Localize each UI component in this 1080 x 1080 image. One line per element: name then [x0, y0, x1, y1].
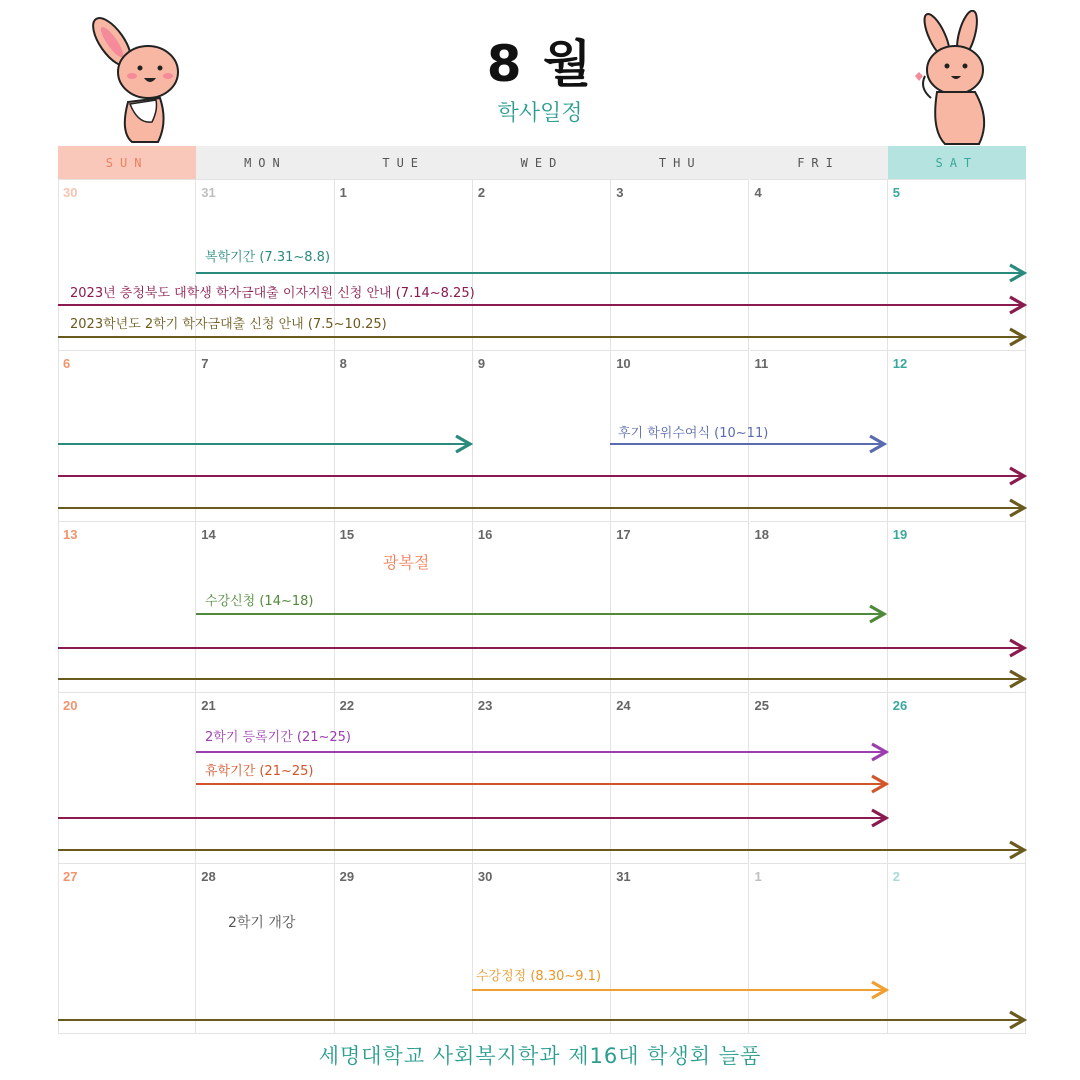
event-loan-2nd-semester: 2023학년도 2학기 학자금대출 신청 안내 (7.5~10.25): [70, 317, 387, 332]
calendar-day-cell[interactable]: [888, 863, 1026, 1034]
weekday-thu: THU: [611, 146, 749, 179]
calendar-day-cell[interactable]: [196, 863, 334, 1034]
day-number: 3: [616, 185, 624, 200]
day-number: 20: [63, 698, 78, 713]
weekday-sat: SAT: [888, 146, 1026, 179]
day-number: 24: [616, 698, 631, 713]
calendar-day-cell[interactable]: [473, 521, 611, 692]
day-number: 4: [754, 185, 762, 200]
day-number: 13: [63, 527, 78, 542]
day-number: 14: [201, 527, 216, 542]
day-number: 5: [892, 185, 901, 200]
calendar-day-cell[interactable]: [58, 350, 196, 521]
calendar-day-cell[interactable]: [611, 179, 749, 350]
calendar-grid: [58, 179, 1026, 1034]
footer-credit: 세명대학교 사회복지학과 제16대 학생회 늘품: [318, 1044, 762, 1068]
day-number: 18: [754, 527, 769, 542]
bunny-left-illustration: [80, 12, 180, 148]
weekday-sun: SUN: [58, 146, 196, 179]
calendar-day-cell[interactable]: [473, 863, 611, 1034]
calendar-day-cell[interactable]: [58, 863, 196, 1034]
day-number: 26: [892, 698, 908, 713]
calendar-day-cell[interactable]: [750, 692, 888, 863]
event-course-correction: 수강정정 (8.30~9.1): [476, 969, 602, 984]
calendar-day-cell[interactable]: [750, 350, 888, 521]
day-number: 6: [63, 356, 71, 371]
day-number: 17: [616, 527, 631, 542]
day-number: 10: [616, 356, 631, 371]
calendar-day-cell[interactable]: [58, 692, 196, 863]
day-number: 29: [339, 869, 355, 884]
calendar-day-cell[interactable]: [335, 863, 473, 1034]
weekday-fri: FRI: [749, 146, 887, 179]
day-number: 2: [477, 185, 486, 200]
calendar-day-cell[interactable]: [888, 350, 1026, 521]
bunny-right-illustration: [905, 10, 1005, 148]
day-number: 28: [201, 869, 216, 884]
day-number: 7: [201, 356, 209, 371]
day-number: 25: [754, 698, 769, 713]
calendar-day-cell[interactable]: [750, 521, 888, 692]
calendar-day-cell[interactable]: [196, 350, 334, 521]
event-tuition-registration: 2학기 등록기간 (21~25): [205, 730, 352, 745]
weekday-header: [58, 146, 1026, 179]
calendar-day-cell[interactable]: [750, 179, 888, 350]
day-number: 8: [339, 356, 347, 371]
day-number: 11: [754, 356, 769, 371]
weekday-mon: MON: [196, 146, 334, 179]
event-graduation: 후기 학위수여식 (10~11): [618, 426, 769, 441]
calendar-day-cell[interactable]: [335, 692, 473, 863]
day-number: 16: [477, 527, 493, 542]
day-number: 31: [616, 869, 631, 884]
calendar-day-cell[interactable]: [473, 350, 611, 521]
day-number: 15: [339, 527, 355, 542]
day-number: 31: [201, 185, 216, 200]
event-leave-period: 휴학기간 (21~25): [205, 764, 314, 779]
calendar-day-cell[interactable]: [888, 692, 1026, 863]
calendar-day-cell[interactable]: [888, 521, 1026, 692]
day-number: 27: [63, 869, 78, 884]
event-course-registration: 수강신청 (14~18): [205, 594, 314, 609]
day-number: 1: [754, 869, 762, 884]
calendar-day-cell[interactable]: [473, 179, 611, 350]
semester-start-note: 2학기 개강: [228, 915, 296, 931]
calendar-day-cell[interactable]: [335, 521, 473, 692]
calendar-day-cell[interactable]: [611, 521, 749, 692]
day-number: 30: [63, 185, 78, 200]
day-number: 9: [477, 356, 486, 371]
calendar-day-cell[interactable]: [611, 692, 749, 863]
page-subtitle: 학사일정: [497, 101, 583, 126]
calendar-day-cell[interactable]: [888, 179, 1026, 350]
weekday-wed: WED: [473, 146, 611, 179]
day-number: 19: [892, 527, 908, 542]
event-return-period: 복학기간 (7.31~8.8): [205, 250, 331, 265]
month-title: 8 월: [486, 35, 594, 93]
day-number: 12: [892, 356, 908, 371]
holiday-label: 광복절: [383, 553, 430, 572]
calendar-day-cell[interactable]: [473, 692, 611, 863]
day-number: 21: [201, 698, 216, 713]
calendar-day-cell[interactable]: [58, 521, 196, 692]
calendar-day-cell[interactable]: [611, 863, 749, 1034]
day-number: 23: [477, 698, 493, 713]
calendar-day-cell[interactable]: [750, 863, 888, 1034]
day-number: 2: [892, 869, 901, 884]
weekday-tue: TUE: [335, 146, 473, 179]
day-number: 1: [339, 185, 347, 200]
calendar-day-cell[interactable]: [335, 350, 473, 521]
day-number: 22: [339, 698, 355, 713]
day-number: 30: [477, 869, 493, 884]
event-chungbuk-loan: 2023년 충청북도 대학생 학자금대출 이자지원 신청 안내 (7.14~8.25): [70, 286, 475, 301]
